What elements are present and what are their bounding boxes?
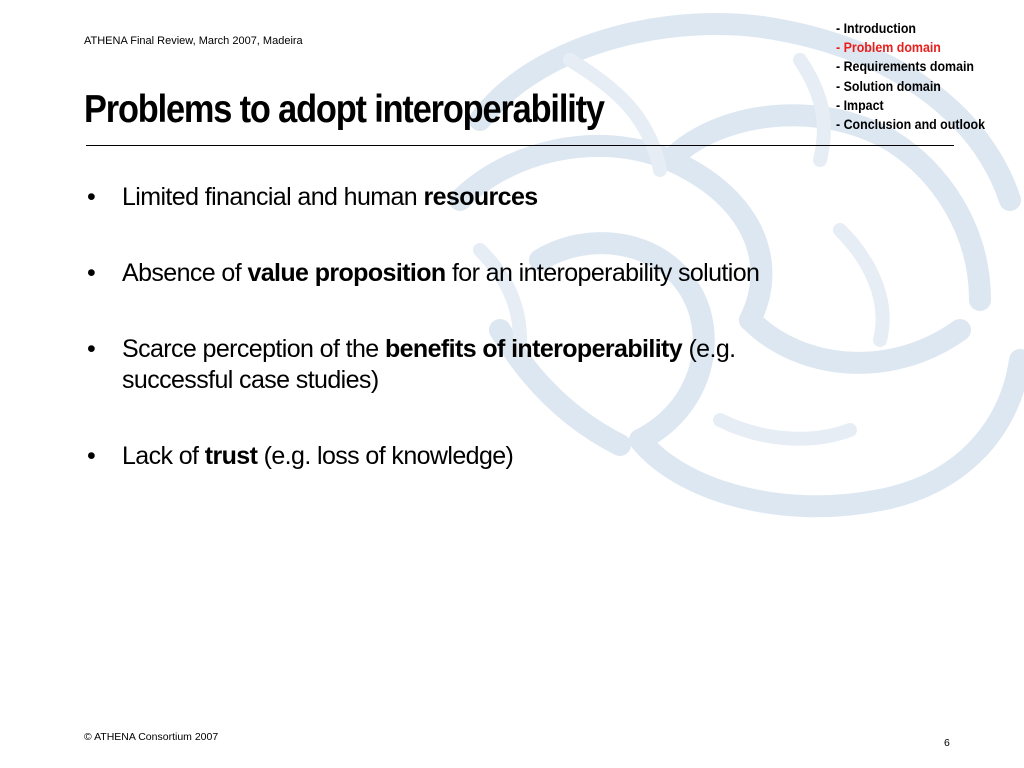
copyright-notice: © ATHENA Consortium 2007: [84, 731, 219, 743]
agenda-nav: [836, 19, 998, 134]
bullet-text: (e.g. successful case studies): [122, 335, 736, 394]
agenda-item-conclusion-and-outlook: - Conclusion and outlook: [836, 117, 986, 133]
bullet-text: Lack of: [122, 442, 205, 470]
bullet-text: Limited financial and human: [122, 183, 424, 211]
agenda-item-problem-domain: - Problem domain: [836, 40, 941, 56]
bullet-list: [84, 182, 844, 517]
bullet-text: Scarce perception of the: [122, 335, 385, 363]
bullet-text: for an interoperability solution: [445, 259, 760, 287]
agenda-item-introduction: - Introduction: [836, 21, 917, 36]
bullet-item-value-proposition: [84, 258, 844, 289]
slide-title: Problems to adopt interoperability: [84, 88, 604, 131]
bullet-text: (e.g. loss of knowledge): [257, 442, 514, 470]
agenda-item-impact: - Impact: [836, 97, 884, 113]
bullet-item-resources: [84, 182, 844, 213]
bullet-marker: •: [87, 335, 96, 363]
agenda-item-solution-domain: - Solution domain: [836, 78, 941, 94]
bullet-marker: •: [87, 259, 96, 287]
bullet-emphasis: benefits of interoperability: [384, 335, 683, 363]
title-divider: [86, 145, 954, 146]
bullet-emphasis: value proposition: [247, 259, 446, 287]
bullet-marker: •: [87, 442, 96, 470]
bullet-marker: •: [87, 183, 96, 211]
bullet-emphasis: resources: [423, 183, 538, 211]
agenda-item-requirements-domain: - Requirements domain: [836, 59, 975, 75]
bullet-item-trust: [84, 441, 844, 472]
page-number: 6: [944, 737, 950, 749]
bullet-emphasis: trust: [204, 442, 258, 470]
bullet-item-benefits: [84, 334, 844, 396]
presentation-header: ATHENA Final Review, March 2007, Madeira: [84, 35, 303, 47]
bullet-text: Absence of: [122, 259, 248, 287]
